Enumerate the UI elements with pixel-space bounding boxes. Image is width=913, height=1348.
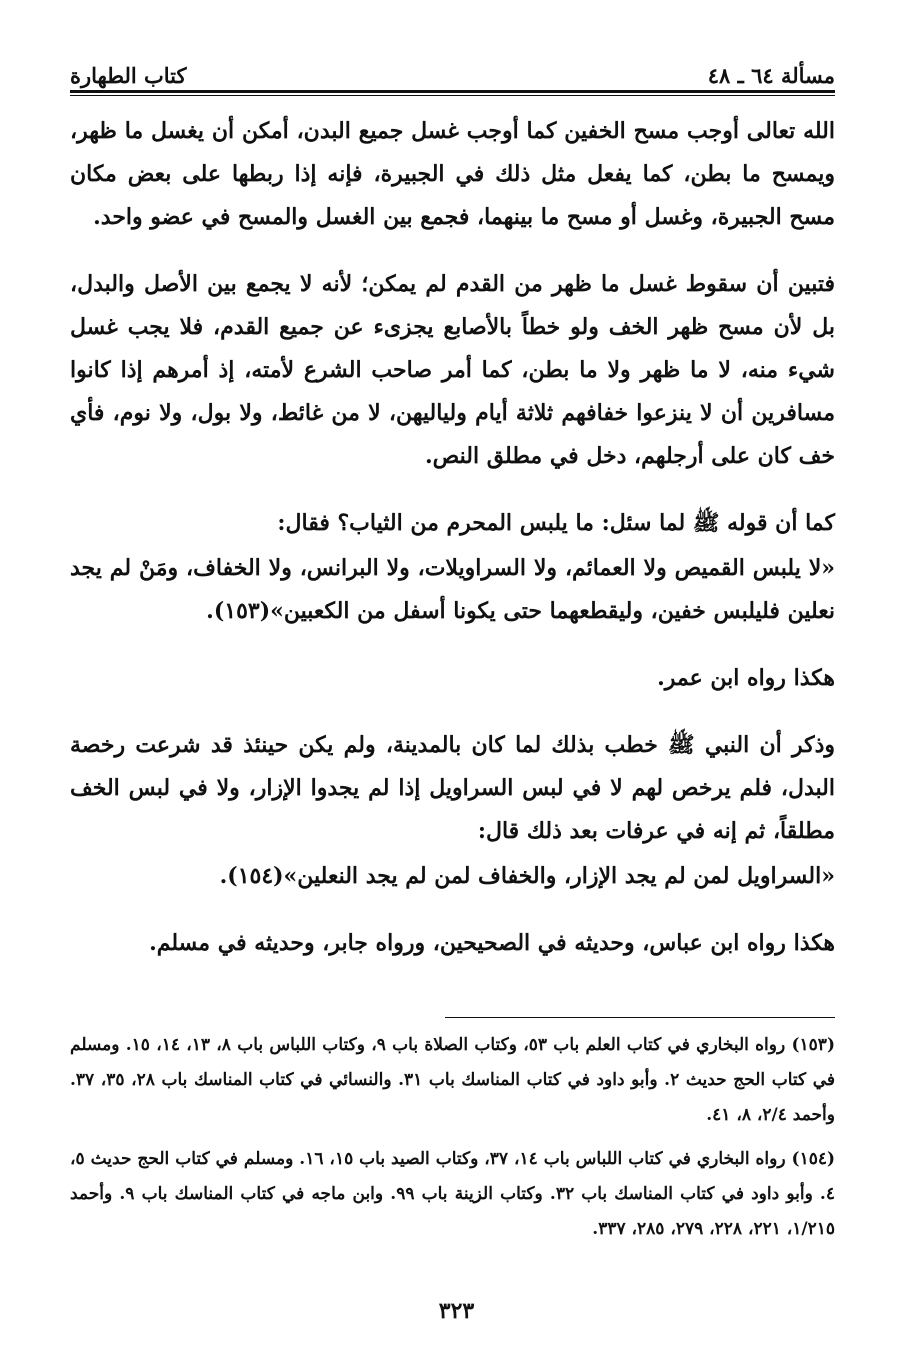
hadith-quote: «السراويل لمن لم يجد الإزار، والخفاف لمن لم يجد النعلين»(١٥٤). bbox=[219, 863, 835, 889]
book-title: كتاب الطهارة bbox=[70, 63, 187, 88]
header-rule-thick bbox=[70, 90, 835, 93]
footnote-154: (١٥٤) رواه البخاري في كتاب اللباس باب ١٤، ٣٧، وكتاب الصيد باب ١٥، ١٦. ومسلم في كتاب الحج حديث ٥، ٤. وأبو داود في كتاب المناسك باب ٣٢. وكتاب الزينة باب ٩٩. وابن ماجه في كتاب المناسك باب ٩. وأحمد ١/٢١٥، ٢٢١، ٢٢٨، ٢٧٩، ٢٨٥، ٣٣٧. bbox=[70, 1149, 836, 1239]
main-text bbox=[70, 110, 835, 965]
footnote-153: (١٥٣) رواه البخاري في كتاب العلم باب ٥٣، وكتاب الصلاة باب ٩، وكتاب اللباس باب ٨، ١٣، ١٤، ١٥. ومسلم في كتاب الحج حديث ٢. وأبو داود في كتاب المناسك باب ٣١. والنسائي في كتاب المناسك باب ٢٨، ٣٥، ٣٧. وأحمد ٢/٤، ٨، ٤١. bbox=[70, 1035, 835, 1125]
page-number: ٣٢٣ bbox=[438, 1298, 475, 1324]
footnote-separator bbox=[445, 1017, 835, 1018]
paragraph: هكذا رواه ابن عباس، وحديثه في الصحيحين، ورواه جابر، وحديثه في مسلم. bbox=[149, 930, 835, 956]
section-title: مسألة ٦٤ ـ ٤٨ bbox=[707, 63, 835, 88]
paragraph: وذكر أن النبي ﷺ خطب بذلك لما كان بالمدينة، ولم يكن حينئذ قد شرعت رخصة البدل، فلم يرخص لهم لا في لبس السراويل إذا لم يجدوا الإزار، ولا في لبس الخف مطلقاً، ثم إنه في عرفات بعد ذلك قال: bbox=[70, 732, 835, 844]
running-header bbox=[70, 40, 835, 88]
paragraph: الله تعالى أوجب مسح الخفين كما أوجب غسل جميع البدن، أمكن أن يغسل ما ظهر، ويمسح ما بطن، كما يفعل مثل ذلك في الجبيرة، فإنه إذا ربطها على بعض مكان مسح الجبيرة، وغسل أو مسح ما بينهما، فجمع بين الغسل والمسح في عضو واحد. bbox=[70, 118, 835, 230]
paragraph: هكذا رواه ابن عمر. bbox=[657, 665, 835, 691]
footnotes bbox=[70, 1028, 835, 1247]
paragraph: كما أن قوله ﷺ لما سئل: ما يلبس المحرم من الثياب؟ فقال: bbox=[277, 510, 835, 536]
header-rule-thin bbox=[70, 95, 835, 96]
hadith-quote: «لا يلبس القميص ولا العمائم، ولا السراويلات، ولا البرانس، ولا الخفاف، ومَنْ لم يجد نعلين فليلبس خفين، وليقطعهما حتى يكونا أسفل من الكعبين»(١٥٣). bbox=[70, 555, 836, 624]
paragraph: فتبين أن سقوط غسل ما ظهر من القدم لم يمكن؛ لأنه لا يجمع بين الأصل والبدل، بل لأن مسح ظهر الخف ولو خطاً بالأصابع يجزىء عن جميع القدم، فلا يجب غسل شيء منه، لا ما ظهر ولا ما بطن، كما أمر صاحب الشرع لأمته، إذ أمرهم إذا كانوا مسافرين أن لا ينزعوا خفافهم ثلاثة أيام ولياليهن، لا من غائط، ولا بول، ولا نوم، فأي خف كان على أرجلهم، دخل في مطلق النص. bbox=[70, 271, 835, 469]
